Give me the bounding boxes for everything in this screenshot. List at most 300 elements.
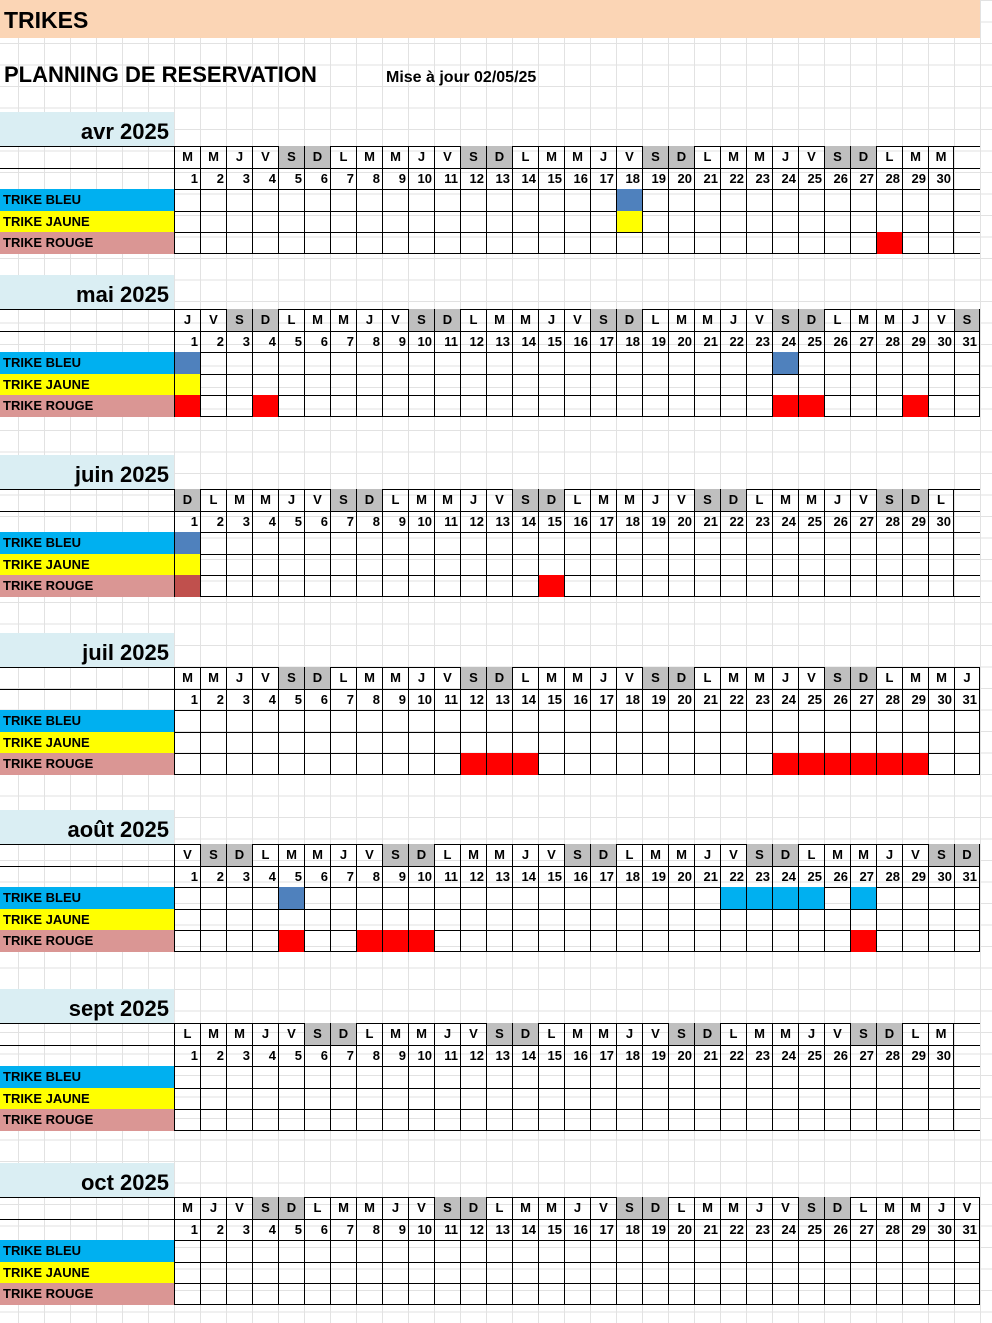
- day-cell[interactable]: [382, 1283, 408, 1305]
- day-cell[interactable]: [174, 1066, 200, 1088]
- booking-cell[interactable]: [772, 352, 798, 374]
- day-cell[interactable]: [902, 710, 928, 732]
- day-cell[interactable]: [954, 1283, 980, 1305]
- day-cell[interactable]: [902, 554, 928, 576]
- day-cell[interactable]: [538, 753, 564, 775]
- day-cell[interactable]: [850, 1066, 876, 1088]
- day-cell[interactable]: [850, 1109, 876, 1131]
- day-cell[interactable]: [252, 887, 278, 909]
- day-cell[interactable]: [616, 1066, 642, 1088]
- day-cell[interactable]: [486, 1283, 512, 1305]
- day-cell[interactable]: [902, 1262, 928, 1284]
- booking-cell[interactable]: [460, 753, 486, 775]
- day-cell[interactable]: [200, 887, 226, 909]
- day-cell[interactable]: [876, 211, 902, 233]
- day-cell[interactable]: [798, 554, 824, 576]
- day-cell[interactable]: [512, 710, 538, 732]
- day-cell[interactable]: [824, 909, 850, 931]
- day-cell[interactable]: [200, 909, 226, 931]
- day-cell[interactable]: [278, 232, 304, 254]
- day-cell[interactable]: [356, 1240, 382, 1262]
- day-cell[interactable]: [590, 374, 616, 396]
- day-cell[interactable]: [642, 189, 668, 211]
- day-cell[interactable]: [330, 1109, 356, 1131]
- day-cell[interactable]: [460, 710, 486, 732]
- day-cell[interactable]: [746, 1088, 772, 1110]
- day-cell[interactable]: [252, 575, 278, 597]
- day-cell[interactable]: [902, 1240, 928, 1262]
- day-cell[interactable]: [174, 211, 200, 233]
- day-cell[interactable]: [486, 1109, 512, 1131]
- day-cell[interactable]: [642, 909, 668, 931]
- day-cell[interactable]: [200, 753, 226, 775]
- day-cell[interactable]: [486, 1066, 512, 1088]
- day-cell[interactable]: [720, 710, 746, 732]
- day-cell[interactable]: [668, 930, 694, 952]
- day-cell[interactable]: [564, 575, 590, 597]
- day-cell[interactable]: [434, 374, 460, 396]
- day-cell[interactable]: [252, 232, 278, 254]
- day-cell[interactable]: [902, 1066, 928, 1088]
- day-cell[interactable]: [200, 1109, 226, 1131]
- day-cell[interactable]: [928, 909, 954, 931]
- day-cell[interactable]: [850, 710, 876, 732]
- day-cell[interactable]: [174, 732, 200, 754]
- day-cell[interactable]: [200, 211, 226, 233]
- day-cell[interactable]: [330, 887, 356, 909]
- day-cell[interactable]: [642, 575, 668, 597]
- day-cell[interactable]: [694, 1262, 720, 1284]
- day-cell[interactable]: [642, 753, 668, 775]
- day-cell[interactable]: [720, 753, 746, 775]
- day-cell[interactable]: [434, 1262, 460, 1284]
- day-cell[interactable]: [564, 532, 590, 554]
- day-cell[interactable]: [382, 710, 408, 732]
- day-cell[interactable]: [434, 710, 460, 732]
- day-cell[interactable]: [226, 554, 252, 576]
- day-cell[interactable]: [954, 732, 980, 754]
- day-cell[interactable]: [772, 909, 798, 931]
- day-cell[interactable]: [850, 1088, 876, 1110]
- booking-cell[interactable]: [174, 554, 200, 576]
- day-cell[interactable]: [512, 1066, 538, 1088]
- day-cell[interactable]: [850, 232, 876, 254]
- day-cell[interactable]: [356, 753, 382, 775]
- day-cell[interactable]: [824, 554, 850, 576]
- day-cell[interactable]: [642, 374, 668, 396]
- day-cell[interactable]: [252, 1240, 278, 1262]
- day-cell[interactable]: [538, 1283, 564, 1305]
- day-cell[interactable]: [694, 753, 720, 775]
- day-cell[interactable]: [200, 575, 226, 597]
- day-cell[interactable]: [174, 1240, 200, 1262]
- day-cell[interactable]: [486, 532, 512, 554]
- day-cell[interactable]: [486, 1240, 512, 1262]
- day-cell[interactable]: [720, 1088, 746, 1110]
- day-cell[interactable]: [538, 887, 564, 909]
- day-cell[interactable]: [460, 1109, 486, 1131]
- day-cell[interactable]: [434, 753, 460, 775]
- day-cell[interactable]: [590, 1088, 616, 1110]
- day-cell[interactable]: [694, 211, 720, 233]
- day-cell[interactable]: [304, 1262, 330, 1284]
- day-cell[interactable]: [512, 532, 538, 554]
- day-cell[interactable]: [824, 374, 850, 396]
- day-cell[interactable]: [408, 232, 434, 254]
- day-cell[interactable]: [850, 532, 876, 554]
- day-cell[interactable]: [252, 189, 278, 211]
- day-cell[interactable]: [382, 532, 408, 554]
- day-cell[interactable]: [590, 909, 616, 931]
- day-cell[interactable]: [694, 189, 720, 211]
- day-cell[interactable]: [434, 1283, 460, 1305]
- day-cell[interactable]: [928, 887, 954, 909]
- day-cell[interactable]: [330, 753, 356, 775]
- day-cell[interactable]: [720, 575, 746, 597]
- day-cell[interactable]: [278, 395, 304, 417]
- day-cell[interactable]: [538, 930, 564, 952]
- day-cell[interactable]: [200, 232, 226, 254]
- day-cell[interactable]: [304, 710, 330, 732]
- day-cell[interactable]: [694, 352, 720, 374]
- day-cell[interactable]: [252, 211, 278, 233]
- day-cell[interactable]: [668, 352, 694, 374]
- day-cell[interactable]: [720, 352, 746, 374]
- day-cell[interactable]: [538, 1240, 564, 1262]
- day-cell[interactable]: [954, 909, 980, 931]
- day-cell[interactable]: [356, 532, 382, 554]
- day-cell[interactable]: [538, 189, 564, 211]
- day-cell[interactable]: [252, 930, 278, 952]
- day-cell[interactable]: [720, 554, 746, 576]
- day-cell[interactable]: [616, 532, 642, 554]
- day-cell[interactable]: [590, 554, 616, 576]
- day-cell[interactable]: [226, 1240, 252, 1262]
- day-cell[interactable]: [304, 374, 330, 396]
- day-cell[interactable]: [668, 395, 694, 417]
- day-cell[interactable]: [330, 710, 356, 732]
- day-cell[interactable]: [928, 189, 954, 211]
- day-cell[interactable]: [824, 1066, 850, 1088]
- day-cell[interactable]: [824, 575, 850, 597]
- day-cell[interactable]: [824, 211, 850, 233]
- day-cell[interactable]: [174, 189, 200, 211]
- day-cell[interactable]: [902, 374, 928, 396]
- day-cell[interactable]: [798, 232, 824, 254]
- day-cell[interactable]: [408, 1109, 434, 1131]
- booking-cell[interactable]: [850, 930, 876, 952]
- day-cell[interactable]: [174, 1088, 200, 1110]
- day-cell[interactable]: [226, 909, 252, 931]
- day-cell[interactable]: [876, 710, 902, 732]
- day-cell[interactable]: [694, 374, 720, 396]
- day-cell[interactable]: [694, 710, 720, 732]
- day-cell[interactable]: [434, 1088, 460, 1110]
- day-cell[interactable]: [564, 753, 590, 775]
- day-cell[interactable]: [616, 575, 642, 597]
- day-cell[interactable]: [850, 1283, 876, 1305]
- day-cell[interactable]: [824, 352, 850, 374]
- day-cell[interactable]: [200, 532, 226, 554]
- day-cell[interactable]: [642, 352, 668, 374]
- day-cell[interactable]: [616, 554, 642, 576]
- day-cell[interactable]: [564, 232, 590, 254]
- day-cell[interactable]: [772, 1283, 798, 1305]
- booking-cell[interactable]: [174, 374, 200, 396]
- day-cell[interactable]: [460, 1088, 486, 1110]
- day-cell[interactable]: [694, 554, 720, 576]
- day-cell[interactable]: [356, 909, 382, 931]
- day-cell[interactable]: [226, 575, 252, 597]
- day-cell[interactable]: [434, 1066, 460, 1088]
- day-cell[interactable]: [434, 575, 460, 597]
- day-cell[interactable]: [876, 189, 902, 211]
- day-cell[interactable]: [798, 374, 824, 396]
- day-cell[interactable]: [226, 930, 252, 952]
- day-cell[interactable]: [824, 1088, 850, 1110]
- day-cell[interactable]: [304, 352, 330, 374]
- day-cell[interactable]: [616, 710, 642, 732]
- day-cell[interactable]: [772, 554, 798, 576]
- day-cell[interactable]: [330, 1283, 356, 1305]
- day-cell[interactable]: [642, 1262, 668, 1284]
- day-cell[interactable]: [798, 211, 824, 233]
- day-cell[interactable]: [798, 532, 824, 554]
- day-cell[interactable]: [876, 575, 902, 597]
- day-cell[interactable]: [928, 532, 954, 554]
- day-cell[interactable]: [486, 232, 512, 254]
- day-cell[interactable]: [434, 532, 460, 554]
- day-cell[interactable]: [434, 1109, 460, 1131]
- day-cell[interactable]: [200, 710, 226, 732]
- day-cell[interactable]: [304, 1066, 330, 1088]
- booking-cell[interactable]: [486, 753, 512, 775]
- booking-cell[interactable]: [798, 753, 824, 775]
- day-cell[interactable]: [668, 1088, 694, 1110]
- day-cell[interactable]: [434, 930, 460, 952]
- day-cell[interactable]: [304, 887, 330, 909]
- day-cell[interactable]: [694, 395, 720, 417]
- day-cell[interactable]: [408, 1283, 434, 1305]
- day-cell[interactable]: [876, 554, 902, 576]
- day-cell[interactable]: [564, 1066, 590, 1088]
- day-cell[interactable]: [512, 575, 538, 597]
- day-cell[interactable]: [330, 1066, 356, 1088]
- day-cell[interactable]: [928, 1066, 954, 1088]
- day-cell[interactable]: [486, 395, 512, 417]
- day-cell[interactable]: [564, 1109, 590, 1131]
- day-cell[interactable]: [356, 1262, 382, 1284]
- day-cell[interactable]: [798, 575, 824, 597]
- day-cell[interactable]: [590, 1262, 616, 1284]
- day-cell[interactable]: [616, 374, 642, 396]
- day-cell[interactable]: [642, 232, 668, 254]
- day-cell[interactable]: [486, 1088, 512, 1110]
- day-cell[interactable]: [200, 395, 226, 417]
- day-cell[interactable]: [694, 1240, 720, 1262]
- day-cell[interactable]: [226, 211, 252, 233]
- booking-cell[interactable]: [174, 575, 200, 597]
- day-cell[interactable]: [200, 732, 226, 754]
- day-cell[interactable]: [434, 352, 460, 374]
- day-cell[interactable]: [694, 1066, 720, 1088]
- day-cell[interactable]: [642, 887, 668, 909]
- day-cell[interactable]: [746, 232, 772, 254]
- day-cell[interactable]: [642, 1283, 668, 1305]
- day-cell[interactable]: [460, 1262, 486, 1284]
- day-cell[interactable]: [720, 1262, 746, 1284]
- day-cell[interactable]: [954, 887, 980, 909]
- day-cell[interactable]: [252, 1066, 278, 1088]
- day-cell[interactable]: [928, 575, 954, 597]
- day-cell[interactable]: [616, 1283, 642, 1305]
- day-cell[interactable]: [668, 189, 694, 211]
- day-cell[interactable]: [720, 189, 746, 211]
- day-cell[interactable]: [486, 710, 512, 732]
- day-cell[interactable]: [876, 909, 902, 931]
- day-cell[interactable]: [382, 1109, 408, 1131]
- day-cell[interactable]: [694, 930, 720, 952]
- day-cell[interactable]: [382, 374, 408, 396]
- booking-cell[interactable]: [408, 930, 434, 952]
- day-cell[interactable]: [720, 232, 746, 254]
- day-cell[interactable]: [590, 1109, 616, 1131]
- day-cell[interactable]: [200, 374, 226, 396]
- day-cell[interactable]: [278, 211, 304, 233]
- day-cell[interactable]: [252, 753, 278, 775]
- day-cell[interactable]: [954, 395, 980, 417]
- day-cell[interactable]: [460, 930, 486, 952]
- day-cell[interactable]: [382, 753, 408, 775]
- day-cell[interactable]: [850, 1240, 876, 1262]
- day-cell[interactable]: [564, 1283, 590, 1305]
- day-cell[interactable]: [616, 909, 642, 931]
- day-cell[interactable]: [382, 189, 408, 211]
- day-cell[interactable]: [460, 532, 486, 554]
- day-cell[interactable]: [512, 1109, 538, 1131]
- day-cell[interactable]: [200, 1262, 226, 1284]
- day-cell[interactable]: [720, 1283, 746, 1305]
- day-cell[interactable]: [798, 909, 824, 931]
- day-cell[interactable]: [538, 1088, 564, 1110]
- day-cell[interactable]: [564, 732, 590, 754]
- day-cell[interactable]: [798, 189, 824, 211]
- day-cell[interactable]: [876, 1240, 902, 1262]
- day-cell[interactable]: [226, 1109, 252, 1131]
- day-cell[interactable]: [408, 1240, 434, 1262]
- day-cell[interactable]: [668, 1240, 694, 1262]
- day-cell[interactable]: [590, 211, 616, 233]
- day-cell[interactable]: [590, 753, 616, 775]
- day-cell[interactable]: [278, 532, 304, 554]
- day-cell[interactable]: [408, 1066, 434, 1088]
- day-cell[interactable]: [278, 1283, 304, 1305]
- day-cell[interactable]: [434, 395, 460, 417]
- day-cell[interactable]: [824, 232, 850, 254]
- day-cell[interactable]: [642, 1088, 668, 1110]
- day-cell[interactable]: [304, 1088, 330, 1110]
- day-cell[interactable]: [408, 352, 434, 374]
- day-cell[interactable]: [694, 232, 720, 254]
- day-cell[interactable]: [668, 1109, 694, 1131]
- day-cell[interactable]: [746, 189, 772, 211]
- day-cell[interactable]: [486, 575, 512, 597]
- day-cell[interactable]: [460, 909, 486, 931]
- day-cell[interactable]: [772, 1240, 798, 1262]
- day-cell[interactable]: [902, 1283, 928, 1305]
- day-cell[interactable]: [512, 211, 538, 233]
- day-cell[interactable]: [798, 1283, 824, 1305]
- day-cell[interactable]: [278, 1240, 304, 1262]
- day-cell[interactable]: [538, 732, 564, 754]
- day-cell[interactable]: [668, 554, 694, 576]
- day-cell[interactable]: [876, 352, 902, 374]
- day-cell[interactable]: [408, 732, 434, 754]
- day-cell[interactable]: [564, 1240, 590, 1262]
- day-cell[interactable]: [434, 909, 460, 931]
- day-cell[interactable]: [928, 710, 954, 732]
- day-cell[interactable]: [512, 1283, 538, 1305]
- day-cell[interactable]: [408, 753, 434, 775]
- day-cell[interactable]: [408, 887, 434, 909]
- day-cell[interactable]: [876, 1088, 902, 1110]
- day-cell[interactable]: [512, 1088, 538, 1110]
- day-cell[interactable]: [798, 1240, 824, 1262]
- day-cell[interactable]: [304, 211, 330, 233]
- day-cell[interactable]: [252, 374, 278, 396]
- day-cell[interactable]: [278, 1262, 304, 1284]
- day-cell[interactable]: [772, 232, 798, 254]
- day-cell[interactable]: [746, 352, 772, 374]
- day-cell[interactable]: [564, 1262, 590, 1284]
- day-cell[interactable]: [616, 1240, 642, 1262]
- day-cell[interactable]: [382, 232, 408, 254]
- day-cell[interactable]: [226, 1262, 252, 1284]
- day-cell[interactable]: [356, 1066, 382, 1088]
- day-cell[interactable]: [382, 732, 408, 754]
- day-cell[interactable]: [278, 1109, 304, 1131]
- day-cell[interactable]: [850, 374, 876, 396]
- day-cell[interactable]: [642, 710, 668, 732]
- day-cell[interactable]: [512, 1262, 538, 1284]
- day-cell[interactable]: [356, 732, 382, 754]
- day-cell[interactable]: [642, 532, 668, 554]
- day-cell[interactable]: [486, 1262, 512, 1284]
- day-cell[interactable]: [252, 909, 278, 931]
- day-cell[interactable]: [850, 732, 876, 754]
- day-cell[interactable]: [538, 1109, 564, 1131]
- day-cell[interactable]: [330, 909, 356, 931]
- day-cell[interactable]: [928, 211, 954, 233]
- day-cell[interactable]: [824, 732, 850, 754]
- day-cell[interactable]: [668, 909, 694, 931]
- day-cell[interactable]: [486, 909, 512, 931]
- day-cell[interactable]: [720, 532, 746, 554]
- day-cell[interactable]: [460, 352, 486, 374]
- day-cell[interactable]: [720, 1109, 746, 1131]
- day-cell[interactable]: [356, 575, 382, 597]
- day-cell[interactable]: [564, 374, 590, 396]
- day-cell[interactable]: [798, 732, 824, 754]
- day-cell[interactable]: [564, 1088, 590, 1110]
- day-cell[interactable]: [746, 554, 772, 576]
- day-cell[interactable]: [330, 395, 356, 417]
- day-cell[interactable]: [200, 1283, 226, 1305]
- day-cell[interactable]: [304, 554, 330, 576]
- day-cell[interactable]: [330, 575, 356, 597]
- day-cell[interactable]: [772, 732, 798, 754]
- day-cell[interactable]: [278, 554, 304, 576]
